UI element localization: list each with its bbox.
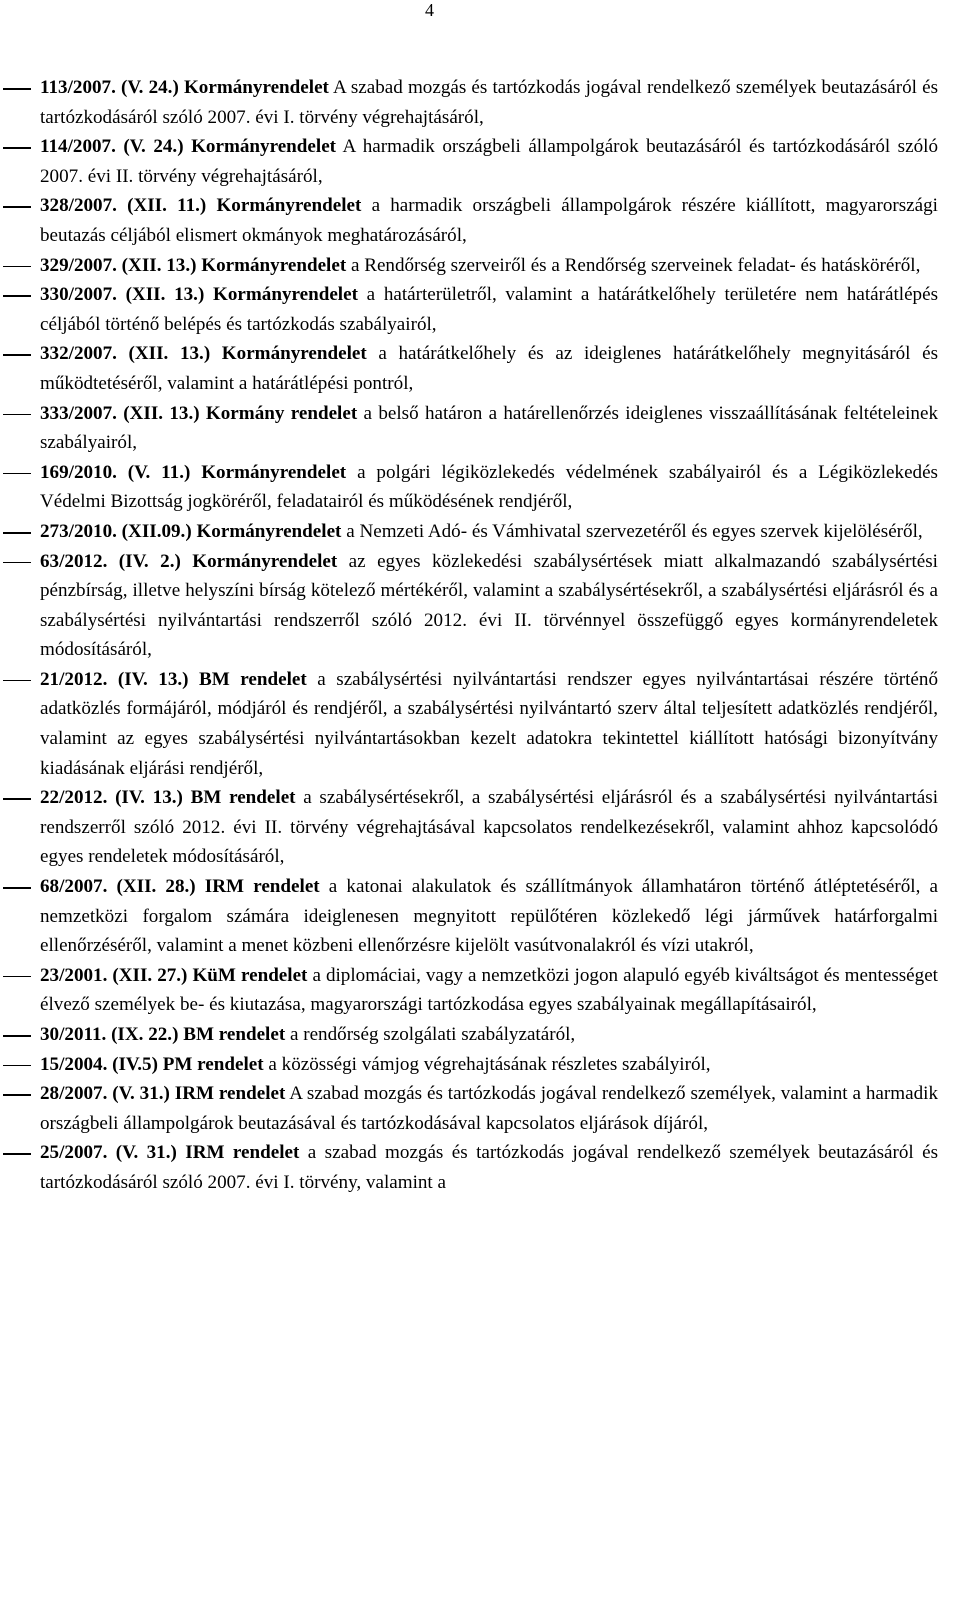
regulation-entry [0,73,960,132]
regulation-title: A szabad mozgás és tartózkodás jogával rendelkező személyek beutazásáról és tartózkodásáról szóló 2007. évi I. törvény végrehajtásáról, [40,77,939,128]
entry-text [40,399,938,458]
dash-bullet-icon [3,399,31,429]
regulation-entry [0,961,960,1020]
dash-bullet-icon [3,872,31,902]
entry-text [40,191,938,250]
entry-text [40,1138,938,1197]
regulation-reference: 273/2010. (XII.09.) Kormányrendelet [40,520,342,542]
regulation-list [0,73,960,1198]
regulation-reference: 330/2007. (XII. 13.) Kormányrendelet [40,284,358,306]
regulation-title: a rendőrség szolgálati szabályzatáról, [285,1024,576,1045]
page-number: 4 [425,0,434,20]
regulation-reference: 15/2004. (IV.5) PM rendelet [40,1053,264,1075]
regulation-title: a határátkelőhely és az ideiglenes határátkelőhely megnyitásáról és működtetéséről, valamint a határátlépési pontról, [40,343,938,394]
regulation-entry [0,132,960,191]
regulation-entry [0,665,960,783]
entry-text [40,132,938,191]
regulation-title: A harmadik országbeli állampolgárok beutazásáról és tartózkodásáról szóló 2007. évi II. törvény végrehajtásáról, [40,136,938,187]
regulation-title: a közösségi vámjog végrehajtásának részletes szabályiról, [263,1053,711,1075]
regulation-entry [0,1020,960,1050]
entry-text [40,547,938,665]
entry-text [40,251,938,281]
entry-text [40,872,938,961]
regulation-title: a határterületről, valamint a határátkelőhely területére nem határátlépés céljából történő belépés és tartózkodás szabályairól, [40,284,938,335]
regulation-entry [0,191,960,250]
regulation-entry [0,547,960,665]
regulation-entry [0,251,960,281]
regulation-title: A szabad mozgás és tartózkodás jogával rendelkező személyek, valamint a harmadik országbeli állampolgárok beutazásával és tartózkodásával kapcsolatos eljárások díjáról, [40,1083,938,1134]
entry-text [40,280,938,339]
regulation-reference: 28/2007. (V. 31.) IRM rendelet [40,1083,286,1105]
dash-bullet-icon [3,1138,31,1168]
dash-bullet-icon [3,547,31,577]
dash-bullet-icon [3,132,31,162]
regulation-title: a Rendőrség szerveiről és a Rendőrség szerveinek feladat- és hatásköréről, [346,254,921,276]
regulation-entry [0,399,960,458]
regulation-title: a polgári légiközlekedés védelmének szabályairól és a Légiközlekedés Védelmi Bizottság jogköréről, feladatairól és működésének rendjéről, [40,461,938,513]
dash-bullet-icon [3,783,31,813]
entry-text [40,961,938,1020]
dash-bullet-icon [3,251,31,281]
regulation-title: az egyes közlekedési szabálysértések miatt alkalmazandó szabálysértési pénzbírság, illetve helyszíni bírság kötelező mértékéről, valamint a szabálysértésekről, a szabálysértési eljárásról és a szabálysértési nyilvántartási rendszerről szóló 2012. évi II. törvénnyel összefüggő egyes kormányrendeletek módosításáról, [40,550,938,661]
dash-bullet-icon [3,1079,31,1109]
regulation-reference: 329/2007. (XII. 13.) Kormányrendelet [40,254,347,276]
regulation-reference: 68/2007. (XII. 28.) IRM rendelet [40,876,320,898]
entry-text [40,1020,938,1050]
regulation-reference: 114/2007. (V. 24.) Kormányrendelet [40,136,337,158]
regulation-reference: 23/2001. (XII. 27.) KüM rendelet [40,964,308,986]
regulation-title: a Nemzeti Adó- és Vámhivatal szervezetéről és egyes szervek kijelöléséről, [341,520,923,542]
entry-text [40,458,938,517]
regulation-reference: 63/2012. (IV. 2.) Kormányrendelet [40,550,338,572]
dash-bullet-icon [3,280,31,310]
regulation-reference: 332/2007. (XII. 13.) Kormányrendelet [40,343,367,365]
dash-bullet-icon [3,1050,31,1080]
regulation-title: a szabálysértésekről, a szabálysértési eljárásról és a szabálysértési nyilvántartási rendszerről szóló 2012. évi II. törvény végrehajtásával kapcsolatos rendelkezésekről, valamint ahhoz kapcsolódó egyes rendeletek módosításáról, [40,787,939,868]
regulation-reference: 21/2012. (IV. 13.) BM rendelet [40,668,307,690]
regulation-entry [0,1079,960,1138]
dash-bullet-icon [3,458,31,488]
regulation-title: a szabálysértési nyilvántartási rendszer egyes nyilvántartásai részére történő adatközlés formájáról, módjáról és rendjéről, a szabálysértési nyilvántartó szerv által teljesített adatközlés rendjéről, valamint az egyes szabálysértési nyilvántartásokban kezelt adatokra tekintettel kiállított hatósági bizonyítvány kiadásának eljárási rendjéről, [40,668,939,779]
regulation-entry [0,783,960,872]
regulation-reference: 169/2010. (V. 11.) Kormányrendelet [40,461,347,483]
regulation-entry [0,1050,960,1080]
regulation-entry [0,339,960,398]
regulation-entry [0,458,960,517]
entry-text [40,665,938,783]
dash-bullet-icon [3,517,31,547]
entry-text [40,73,938,132]
regulation-title: a belső határon a határellenőrzés ideiglenes visszaállításának feltételeinek szabályairól, [40,402,938,454]
regulation-reference: 113/2007. (V. 24.) Kormányrendelet [40,77,329,98]
regulation-reference: 22/2012. (IV. 13.) BM rendelet [40,787,296,809]
regulation-title: a katonai alakulatok és szállítmányok államhatáron történő átléptetéséről, a nemzetközi forgalom számára ideiglenesen megnyitott repülőtéren közlekedő légi járművek határforgalmi ellenőrzéséről, valamint a menet közbeni ellenőrzésre kijelölt vasútvonalakról és vízi utakról, [40,876,938,957]
regulation-reference: 25/2007. (V. 31.) IRM rendelet [40,1142,300,1164]
dash-bullet-icon [3,191,31,221]
entry-text [40,1050,938,1080]
dash-bullet-icon [3,1020,31,1050]
dash-bullet-icon [3,961,31,991]
regulation-entry [0,872,960,961]
dash-bullet-icon [3,73,31,103]
regulation-title: a szabad mozgás és tartózkodás jogával rendelkező személyek beutazásáról és tartózkodásáról szóló 2007. évi I. törvény, valamint a [40,1142,938,1193]
regulation-reference: 328/2007. (XII. 11.) Kormányrendelet [40,195,362,217]
regulation-title: a harmadik országbeli állampolgárok részére kiállított, magyarországi beutazás céljából elismert okmányok meghatározásáról, [40,195,938,246]
regulation-entry [0,517,960,547]
entry-text [40,339,938,398]
regulation-title: a diplomáciai, vagy a nemzetközi jogon alapuló egyéb kiváltságot és mentességet élvező személyek be- és kiutazása, magyarországi tartózkodása egyes szabályainak megállapításairól, [40,964,938,1016]
dash-bullet-icon [3,339,31,369]
regulation-reference: 333/2007. (XII. 13.) Kormány rendelet [40,402,358,424]
dash-bullet-icon [3,665,31,695]
entry-text [40,1079,938,1138]
entry-text [40,783,938,872]
regulation-reference: 30/2011. (IX. 22.) BM rendelet [40,1024,286,1045]
regulation-entry [0,1138,960,1197]
regulation-entry [0,280,960,339]
entry-text [40,517,938,547]
